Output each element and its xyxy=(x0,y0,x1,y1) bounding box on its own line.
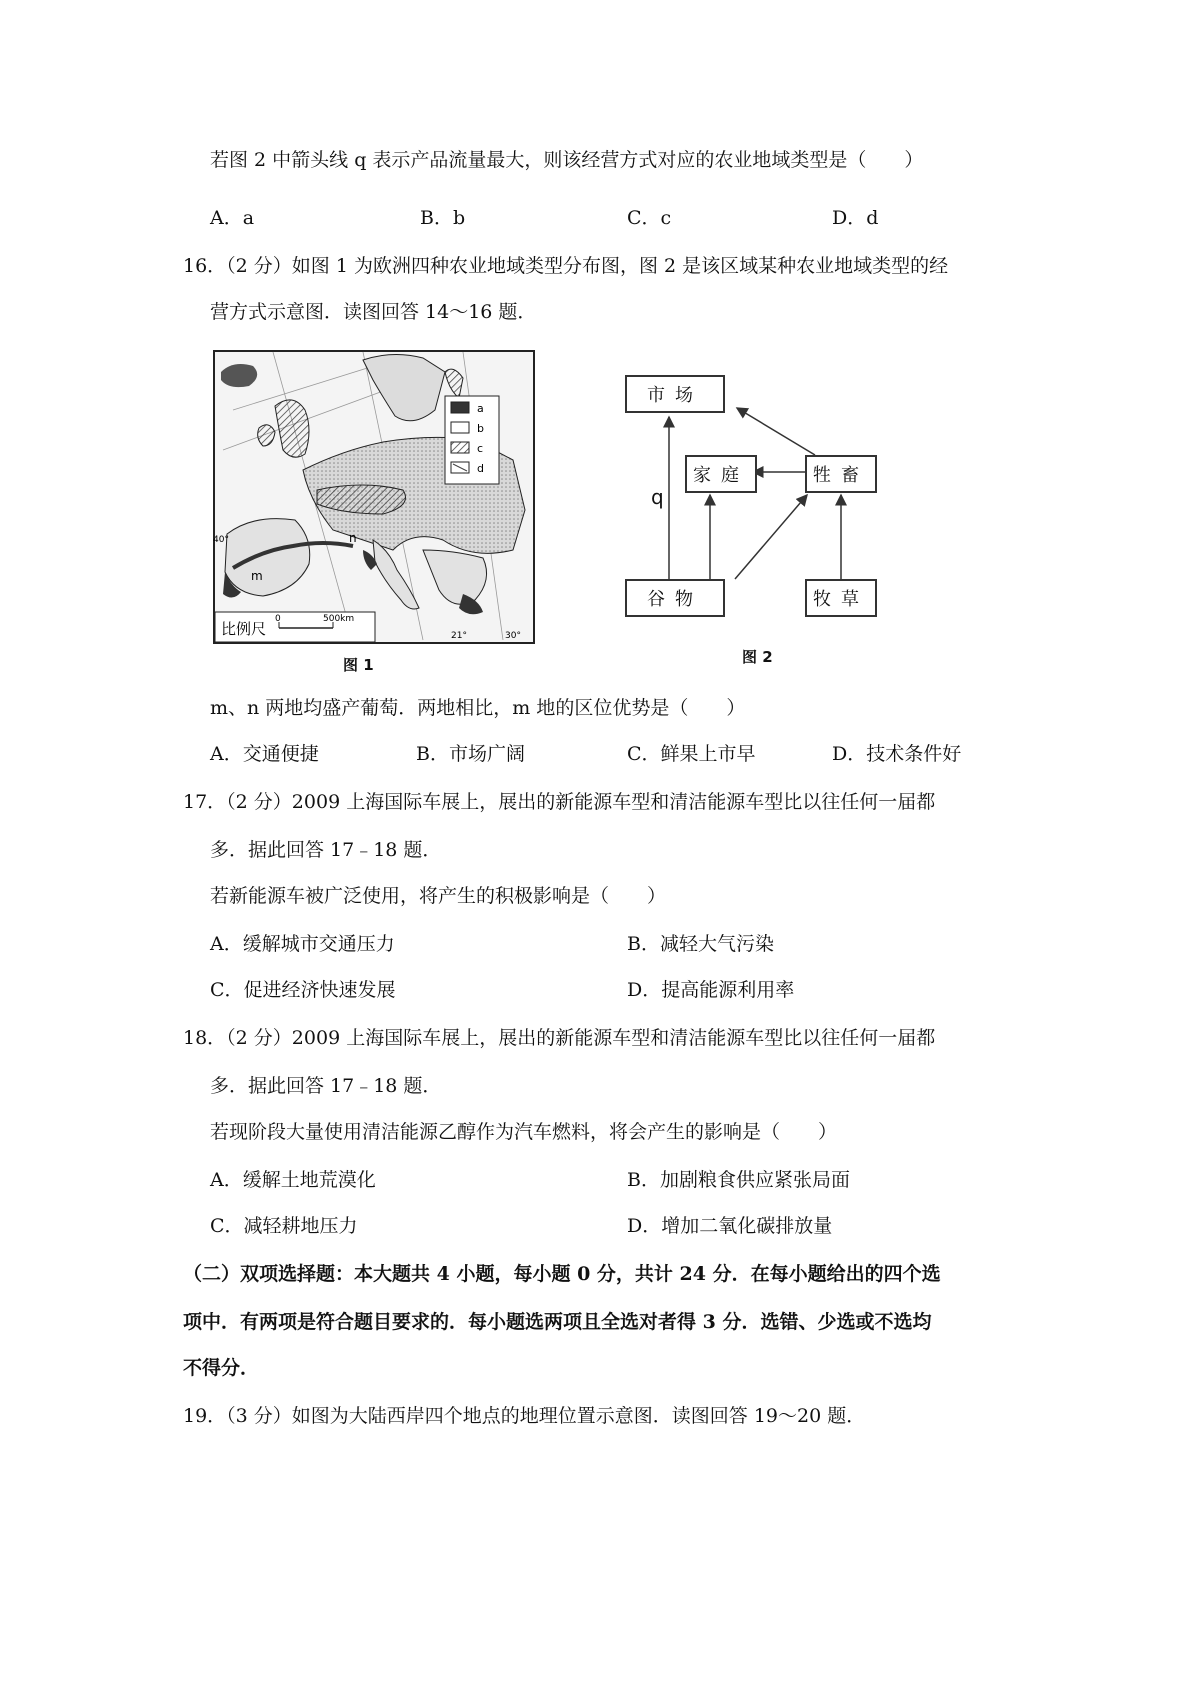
map-svg xyxy=(213,350,535,644)
q15-option-c: C．c xyxy=(627,207,672,229)
q18-stem: 若现阶段大量使用清洁能源乙醇作为汽车燃料，将会产生的影响是（ ） xyxy=(210,1121,838,1143)
legend-b-label: b xyxy=(477,422,484,435)
q15-option-a: A．a xyxy=(210,207,255,229)
scale-500km: 500km xyxy=(323,614,355,624)
q16-line2: 营方式示意图．读图回答 14～16 题． xyxy=(210,301,537,323)
q18-line2: 多．据此回答 17﹣18 题． xyxy=(210,1075,442,1097)
q17-line2: 多．据此回答 17﹣18 题． xyxy=(210,839,442,861)
q17-line1: 17．（2 分）2009 上海国际车展上，展出的新能源车型和清洁能源车型比以往任何一届都 xyxy=(183,791,936,813)
q17-option-d: D．提高能源利用率 xyxy=(627,979,795,1001)
q17-stem: 若新能源车被广泛使用，将产生的积极影响是（ ） xyxy=(210,885,667,907)
q18-option-a: A．缓解土地荒漠化 xyxy=(210,1169,376,1191)
grain-box: 谷物 xyxy=(625,579,725,617)
section2-line1: （二）双项选择题：本大题共 4 小题，每小题 0 分，共计 24 分．在每小题给出的四个选 xyxy=(183,1263,941,1285)
lon-label-21: 21° xyxy=(451,631,467,641)
europe-agriculture-map xyxy=(213,350,535,644)
arrow-q-label: q xyxy=(651,485,664,509)
q18-option-d: D．增加二氧化碳排放量 xyxy=(627,1215,833,1237)
q19-line1: 19．（3 分）如图为大陆西岸四个地点的地理位置示意图．读图回答 19～20 题． xyxy=(183,1405,866,1427)
q18-option-b: B．加剧粮食供应紧张局面 xyxy=(627,1169,850,1191)
forage-box: 牧草 xyxy=(805,579,877,617)
scale-zero: 0 xyxy=(275,614,281,624)
market-box: 市场 xyxy=(625,375,725,413)
legend-a-label: a xyxy=(477,402,484,415)
section2-line3: 不得分． xyxy=(183,1357,260,1379)
q16-option-d: D．技术条件好 xyxy=(832,743,962,765)
marker-m: m xyxy=(251,569,263,583)
lon-label-30: 30° xyxy=(505,631,521,641)
legend-c-label: c xyxy=(477,442,484,455)
figure2-caption: 图 2 xyxy=(742,648,773,666)
marker-n: n xyxy=(349,531,357,545)
q15-option-b: B．b xyxy=(420,207,466,229)
q16-line1: 16．（2 分）如图 1 为欧洲四种农业地域类型分布图，图 2 是该区域某种农业地域类型的经 xyxy=(183,255,949,277)
scale-label: 比例尺 xyxy=(221,620,267,638)
farming-flow-diagram xyxy=(625,375,880,615)
lat-label: 40° xyxy=(213,535,229,545)
q18-line1: 18．（2 分）2009 上海国际车展上，展出的新能源车型和清洁能源车型比以往任何一届都 xyxy=(183,1027,936,1049)
figure1-caption: 图 1 xyxy=(343,656,374,674)
q15-stem: 若图 2 中箭头线 q 表示产品流量最大，则该经营方式对应的农业地域类型是（ ） xyxy=(210,149,924,171)
q16-stem: m、n 两地均盛产葡萄．两地相比，m 地的区位优势是（ ） xyxy=(210,697,746,719)
legend-d-label: d xyxy=(477,462,484,475)
q18-option-c: C．减轻耕地压力 xyxy=(210,1215,358,1237)
q15-option-d: D．d xyxy=(832,207,879,229)
q16-option-b: B．市场广阔 xyxy=(416,743,525,765)
q17-option-a: A．缓解城市交通压力 xyxy=(210,933,395,955)
livestock-box: 牲畜 xyxy=(805,455,877,493)
q16-option-a: A．交通便捷 xyxy=(210,743,319,765)
q17-option-c: C．促进经济快速发展 xyxy=(210,979,396,1001)
family-box: 家庭 xyxy=(685,455,757,493)
q16-option-c: C．鲜果上市早 xyxy=(627,743,756,765)
section2-line2: 项中．有两项是符合题目要求的．每小题选两项且全选对者得 3 分．选错、少选或不选均 xyxy=(183,1311,932,1333)
q17-option-b: B．减轻大气污染 xyxy=(627,933,774,955)
